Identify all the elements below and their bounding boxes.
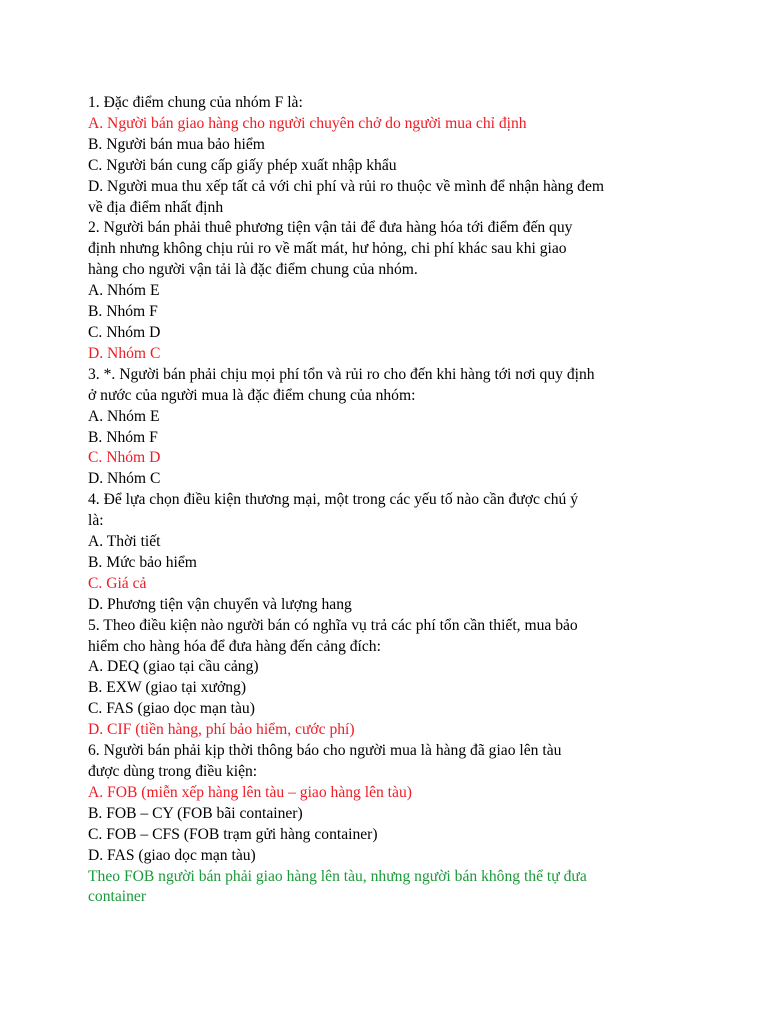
question-line: 6. Người bán phải kịp thời thông báo cho người mua là hàng đã giao lên tàu: [88, 742, 562, 760]
question-line: 5. Theo điều kiện nào người bán có nghĩa vụ trả các phí tổn cần thiết, mua bảo: [88, 616, 578, 634]
question-line: 1. Đặc điểm chung của nhóm F là:: [88, 94, 303, 111]
option-line: D. Nhóm C: [88, 470, 161, 488]
option-line: B. FOB – CY (FOB bãi container): [88, 804, 303, 822]
option-line: C. Người bán cung cấp giấy phép xuất nhập khẩu: [88, 156, 397, 174]
text-line: hiểm cho hàng hóa để đưa hàng đến cảng đích:: [88, 637, 381, 655]
text-line: định nhưng không chịu rủi ro về mất mát, hư hỏng, chi phí khác sau khi giao: [88, 240, 567, 258]
option-line: C. FAS (giao dọc mạn tàu): [88, 700, 255, 718]
option-line: B. EXW (giao tại xưởng): [88, 679, 247, 697]
text-line: ở nước của người mua là đặc điểm chung của nhóm:: [88, 386, 416, 404]
note-line: Theo FOB người bán phải giao hàng lên tàu, nhưng người bán không thể tự đưa: [88, 867, 587, 885]
option-line: A. Nhóm E: [88, 282, 160, 300]
question-line: 4. Để lựa chọn điều kiện thương mại, một trong các yếu tố nào cần được chú ý: [88, 491, 579, 509]
answer-line: D. CIF (tiền hàng, phí bảo hiểm, cước phí): [88, 721, 355, 739]
note-line: container: [88, 888, 147, 906]
option-line: B. Mức bảo hiểm: [88, 553, 197, 571]
option-line: B. Người bán mua bảo hiểm: [88, 135, 265, 153]
option-line: B. Nhóm F: [88, 428, 158, 446]
document-page: [88, 93, 708, 908]
answer-line: C. Giá cả: [88, 574, 147, 592]
answer-line: A. FOB (miễn xếp hàng lên tàu – giao hàng lên tàu): [88, 783, 412, 801]
option-line: C. FOB – CFS (FOB trạm gửi hàng container): [88, 825, 378, 843]
text-line: hàng cho người vận tải là đặc điểm chung của nhóm.: [88, 261, 418, 279]
option-line: D. Người mua thu xếp tất cả với chi phí và rủi ro thuộc về mình để nhận hàng đem: [88, 177, 605, 195]
answer-line: C. Nhóm D: [88, 449, 161, 467]
text-line: là:: [88, 512, 104, 530]
option-line: D. Phương tiện vận chuyển và lượng hang: [88, 595, 352, 613]
text-line: về địa điểm nhất định: [88, 198, 224, 216]
option-line: A. DEQ (giao tại cầu cảng): [88, 658, 259, 676]
text-line: được dùng trong điều kiện:: [88, 763, 258, 780]
answer-line: A. Người bán giao hàng cho người chuyên chở do người mua chỉ định: [88, 114, 527, 132]
option-line: B. Nhóm F: [88, 303, 158, 321]
option-line: C. Nhóm D: [88, 323, 161, 341]
option-line: A. Thời tiết: [88, 533, 161, 551]
question-line: 2. Người bán phải thuê phương tiện vận tải để đưa hàng hóa tới điểm đến quy: [88, 219, 573, 237]
answer-line: D. Nhóm C: [88, 344, 161, 362]
option-line: A. Nhóm E: [88, 407, 160, 425]
option-line: D. FAS (giao dọc mạn tàu): [88, 846, 256, 864]
question-line: 3. *. Người bán phải chịu mọi phí tổn và rủi ro cho đến khi hàng tới nơi quy định: [88, 365, 595, 383]
